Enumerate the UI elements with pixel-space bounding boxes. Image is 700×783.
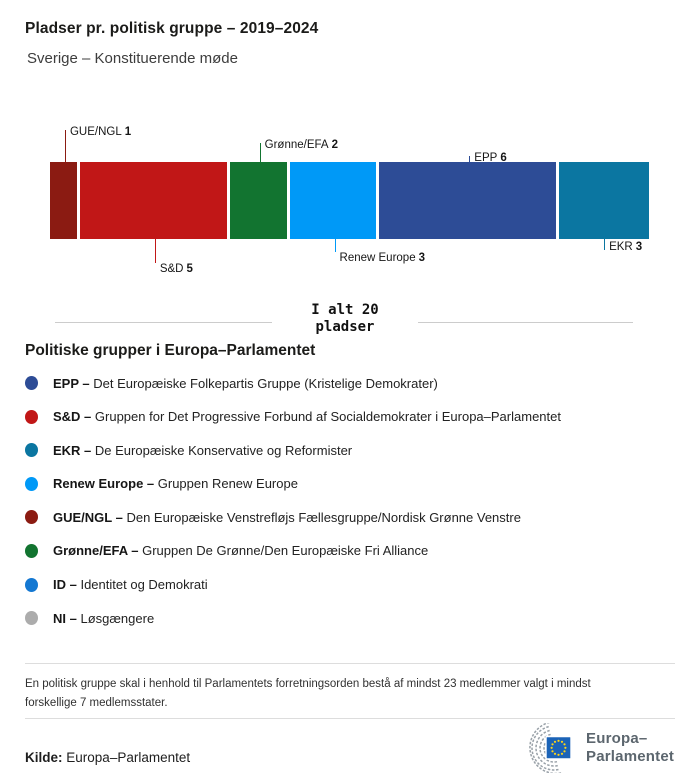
segment-label-ekr: EKR 3 xyxy=(609,241,643,253)
segment-label-gue-ngl: GUE/NGL 1 xyxy=(69,126,132,138)
seat-bar-chart xyxy=(0,110,700,300)
legend-color-dot xyxy=(25,544,38,558)
legend-color-dot xyxy=(25,376,38,390)
leader-line-gr-nne-efa xyxy=(260,143,261,162)
legend-color-dot xyxy=(25,611,38,625)
total-rule-left xyxy=(55,322,272,323)
bar-segment-epp[interactable] xyxy=(379,162,556,239)
legend-color-dot xyxy=(25,477,38,491)
logo-wordmark xyxy=(586,730,674,766)
legend-item-id xyxy=(25,575,675,595)
legend-item-gue-ngl xyxy=(25,507,675,527)
total-seats-line1: I alt 20 xyxy=(311,302,379,318)
leader-line-renew-europe xyxy=(335,239,336,252)
total-seats-label xyxy=(250,302,440,336)
legend-item-text: Grønne/EFA – Gruppen De Grønne/Den Europæiske Fri Alliance xyxy=(53,543,429,559)
segment-label-renew-europe: Renew Europe 3 xyxy=(339,252,425,264)
logo-line1: Europa– xyxy=(586,730,648,747)
segment-label-s-d: S&D 5 xyxy=(159,263,193,275)
legend-item-epp xyxy=(25,373,675,393)
legend-list xyxy=(25,373,675,642)
bar-segment-s-d[interactable] xyxy=(80,162,227,239)
leader-line-ekr xyxy=(604,239,605,250)
legend-item-renew-europe xyxy=(25,474,675,494)
segment-label-gr-nne-efa: Grønne/EFA 2 xyxy=(264,139,338,151)
bar-segment-ekr[interactable] xyxy=(559,162,649,239)
segment-label-epp: EPP 6 xyxy=(474,152,507,164)
footnote-divider-bottom xyxy=(25,718,675,719)
page-subtitle: Sverige – Konstituerende møde xyxy=(27,50,238,67)
european-parliament-logo[interactable] xyxy=(516,720,686,776)
bar-segment-renew-europe[interactable] xyxy=(290,162,377,239)
footnote-text: En politisk gruppe skal i henhold til Parlamentets forretningsorden bestå af mindst 23 medlemmer valgt i mindst forskellige 7 medlemsstater. xyxy=(25,678,591,709)
bar-segment-gr-nne-efa[interactable] xyxy=(230,162,287,239)
legend-color-dot xyxy=(25,410,38,424)
total-rule-right xyxy=(418,322,633,323)
legend-item-ni xyxy=(25,608,675,628)
leader-line-epp xyxy=(469,156,470,162)
legend-color-dot xyxy=(25,443,38,457)
legend-item-ekr xyxy=(25,440,675,460)
footnote-divider-top xyxy=(25,663,675,664)
legend-item-text: NI – Løsgængere xyxy=(53,610,155,626)
page-title: Pladser pr. politisk gruppe – 2019–2024 xyxy=(25,20,319,37)
legend-item-text: Renew Europe – Gruppen Renew Europe xyxy=(53,476,298,492)
source-value: Europa–Parlamentet xyxy=(66,750,191,765)
legend-item-gr-nne-efa xyxy=(25,541,675,561)
leader-line-s-d xyxy=(155,239,156,263)
legend-item-text: EPP – Det Europæiske Folkepartis Gruppe (Kristelige Demokrater) xyxy=(53,375,438,391)
legend-color-dot xyxy=(25,578,38,592)
legend-item-text: ID – Identitet og Demokrati xyxy=(53,577,208,593)
legend-item-text: S&D – Gruppen for Det Progressive Forbund af Socialdemokrater i Europa–Parlamentet xyxy=(53,409,561,425)
legend-item-text: GUE/NGL – Den Europæiske Venstrefløjs Fællesgruppe/Nordisk Grønne Venstre xyxy=(53,509,521,525)
legend-item-s-d xyxy=(25,407,675,427)
leader-line-gue-ngl xyxy=(65,130,66,162)
legend-item-text: EKR – De Europæiske Konservative og Reformister xyxy=(53,442,353,458)
logo-line2: Parlamentet xyxy=(586,748,675,765)
source-label: Kilde: xyxy=(25,750,63,765)
total-seats-line2: pladser xyxy=(315,319,375,335)
ep-hemicycle-flag-icon xyxy=(516,723,580,773)
legend-color-dot xyxy=(25,510,38,524)
source-line xyxy=(25,750,190,765)
bar-segment-gue-ngl[interactable] xyxy=(50,162,77,239)
legend-heading: Politiske grupper i Europa–Parlamentet xyxy=(25,342,316,359)
